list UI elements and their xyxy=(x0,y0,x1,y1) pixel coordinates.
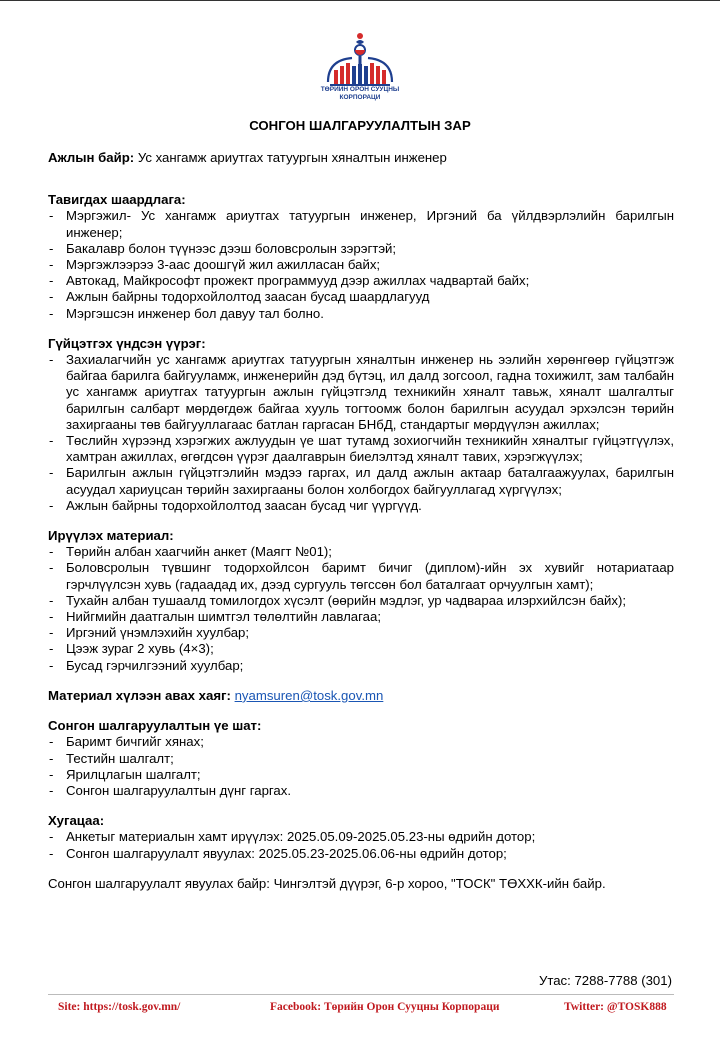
list-item: - Нийгмийн даатгалын шимтгэл төлөлтийн лавлагаа; xyxy=(48,609,674,625)
document-body xyxy=(48,150,674,892)
logo-text xyxy=(300,86,420,102)
list-item: - Төслийн хүрээнд хэрэгжих ажлуудын үе шат тутамд зохиогчийн техникийн хяналтыг гүйцэтгүүлэх, хамтран ажиллах, өгөгдсөн үүрэг даалгаврын биелэлтэд хяналт тавих, хэрэгжүүлэх; xyxy=(48,433,674,465)
materials-list xyxy=(48,544,674,674)
list-item: - Цээж зураг 2 хувь (4×3); xyxy=(48,641,674,657)
list-item: - Боловсролын түвшинг тодорхойлсон баримт бичиг (диплом)-ийн эх хувийг нотариатаар гэрчлүүлсэн хувь (гадаадад их, дээд сургууль төгссөн бол баталгаат орчуулгын хамт); xyxy=(48,560,674,592)
requirements-list xyxy=(48,208,674,321)
list-item: - Ярилцлагын шалгалт; xyxy=(48,767,674,783)
deadline-heading: Хугацаа: xyxy=(48,813,105,829)
footer xyxy=(48,999,674,1017)
list-item: - Мэргэжил- Ус хангамж ариутгах татуургын инженер, Иргэний ба үйлдвэрлэлийн барилгын инженер; xyxy=(48,208,674,240)
contact-label: Материал хүлээн авах хаяг: xyxy=(48,687,231,703)
job-label: Ажлын байр: xyxy=(48,150,135,165)
requirements-heading: Тавигдах шаардлага: xyxy=(48,192,186,208)
list-item: - Автокад, Майкрософт прожект программууд дээр ажиллах чадвартай байх; xyxy=(48,273,674,289)
list-item: - Барилгын ажлын гүйцэтгэлийн мэдээ гаргах, ил далд ажлын актаар баталгаажуулах, барилгын асуудал хариуцсан төрийн захиргааны болон холбогдох байгууллагад хүргүүлэх; xyxy=(48,465,674,497)
list-item: - Баримт бичгийг хянах; xyxy=(48,734,674,750)
list-item: - Ажлын байрны тодорхойлолтод заасан бусад чиг үүргүүд. xyxy=(48,498,674,514)
list-item: - Бусад гэрчилгээний хуулбар; xyxy=(48,658,674,674)
list-item: - Анкетыг материалын хамт ирүүлэх: 2025.05.09-2025.05.23-ны өдрийн дотор; xyxy=(48,829,674,845)
list-item: - Бакалавр болон түүнээс дээш боловсролын зэрэгтэй; xyxy=(48,241,674,257)
list-item: - Тестийн шалгалт; xyxy=(48,751,674,767)
list-item: - Мэргэшсэн инженер бол давуу тал болно. xyxy=(48,306,674,322)
footer-twitter-link[interactable]: Twitter: @TOSK888 xyxy=(564,1001,667,1013)
job-value: Ус хангамж ариутгах татуургын хяналтын инженер xyxy=(134,150,447,165)
logo-line-2: КОРПОРАЦИ xyxy=(339,94,381,101)
list-item: - Мэргэжлээрээ 3-аас доошгүй жил ажилласан байх; xyxy=(48,257,674,273)
duties-heading: Гүйцэтгэх үндсэн үүрэг: xyxy=(48,335,206,351)
list-item: - Сонгон шалгаруулалт явуулах: 2025.05.23-2025.06.06-ны өдрийн дотор; xyxy=(48,846,674,862)
list-item: - Ажлын байрны тодорхойлолтод заасан бусад шаардлагууд xyxy=(48,289,674,305)
list-item: - Төрийн албан хаагчийн анкет (Маягт №01); xyxy=(48,544,674,560)
contact-line xyxy=(48,688,674,704)
materials-heading: Ирүүлэх материал: xyxy=(48,528,174,544)
list-item: - Иргэний үнэмлэхийн хуулбар; xyxy=(48,625,674,641)
list-item: - Сонгон шалгаруулалтын дүнг гаргах. xyxy=(48,783,674,799)
duties-list xyxy=(48,352,674,514)
logo-line-1: ТӨРИЙН ОРОН СУУЦНЫ xyxy=(320,86,400,93)
footer-facebook-link[interactable]: Facebook: Төрийн Орон Сууцны Корпораци xyxy=(270,1001,500,1013)
footer-divider xyxy=(48,994,674,995)
venue-line: Сонгон шалгаруулалт явуулах байр: Чингэлтэй дүүрэг, 6-р хороо, "ТОСК" ТӨХХК-ийн байр. xyxy=(48,875,606,891)
email-link[interactable]: nyamsuren@tosk.gov.mn xyxy=(234,687,384,703)
top-border xyxy=(0,0,720,1)
page-title: СОНГОН ШАЛГАРУУЛАЛТЫН ЗАР xyxy=(249,118,471,133)
list-item: - Захиалагчийн ус хангамж ариутгах татуургын хяналтын инженер нь ээлийн хөрөнгөөр гүйцэтгэж байгаа барилга байгууламж, инженерийн дэд бүтэц, ил далд зогсоол, гадна тохижилт, зам талбайн ус хангамж ариутгах татуургын ажлын гүйцэтгэлд техникийн хяналт тавьж, хяналт шалгалтыг барилгын салбарт мөрдөгдөж байгаа хууль тогтоомж болон барилгын асуудал эрхэлсэн төрийн захиргааны төв байгууллагаас батлан гаргасан БНбД, стандартыг мөрдүүлэн ажиллах; xyxy=(48,352,674,433)
deadline-list xyxy=(48,829,674,861)
phone-number: Утас: 7288-7788 (301) xyxy=(538,973,672,988)
footer-site-link[interactable]: Site: https://tosk.gov.mn/ xyxy=(58,1001,181,1013)
job-line xyxy=(48,150,674,166)
stages-heading: Сонгон шалгаруулалтын үе шат: xyxy=(48,718,262,734)
stages-list xyxy=(48,734,674,799)
list-item: - Тухайн албан тушаалд томилогдох хүсэлт (өөрийн мэдлэг, ур чадвараа илэрхийлсэн байх); xyxy=(48,593,674,609)
